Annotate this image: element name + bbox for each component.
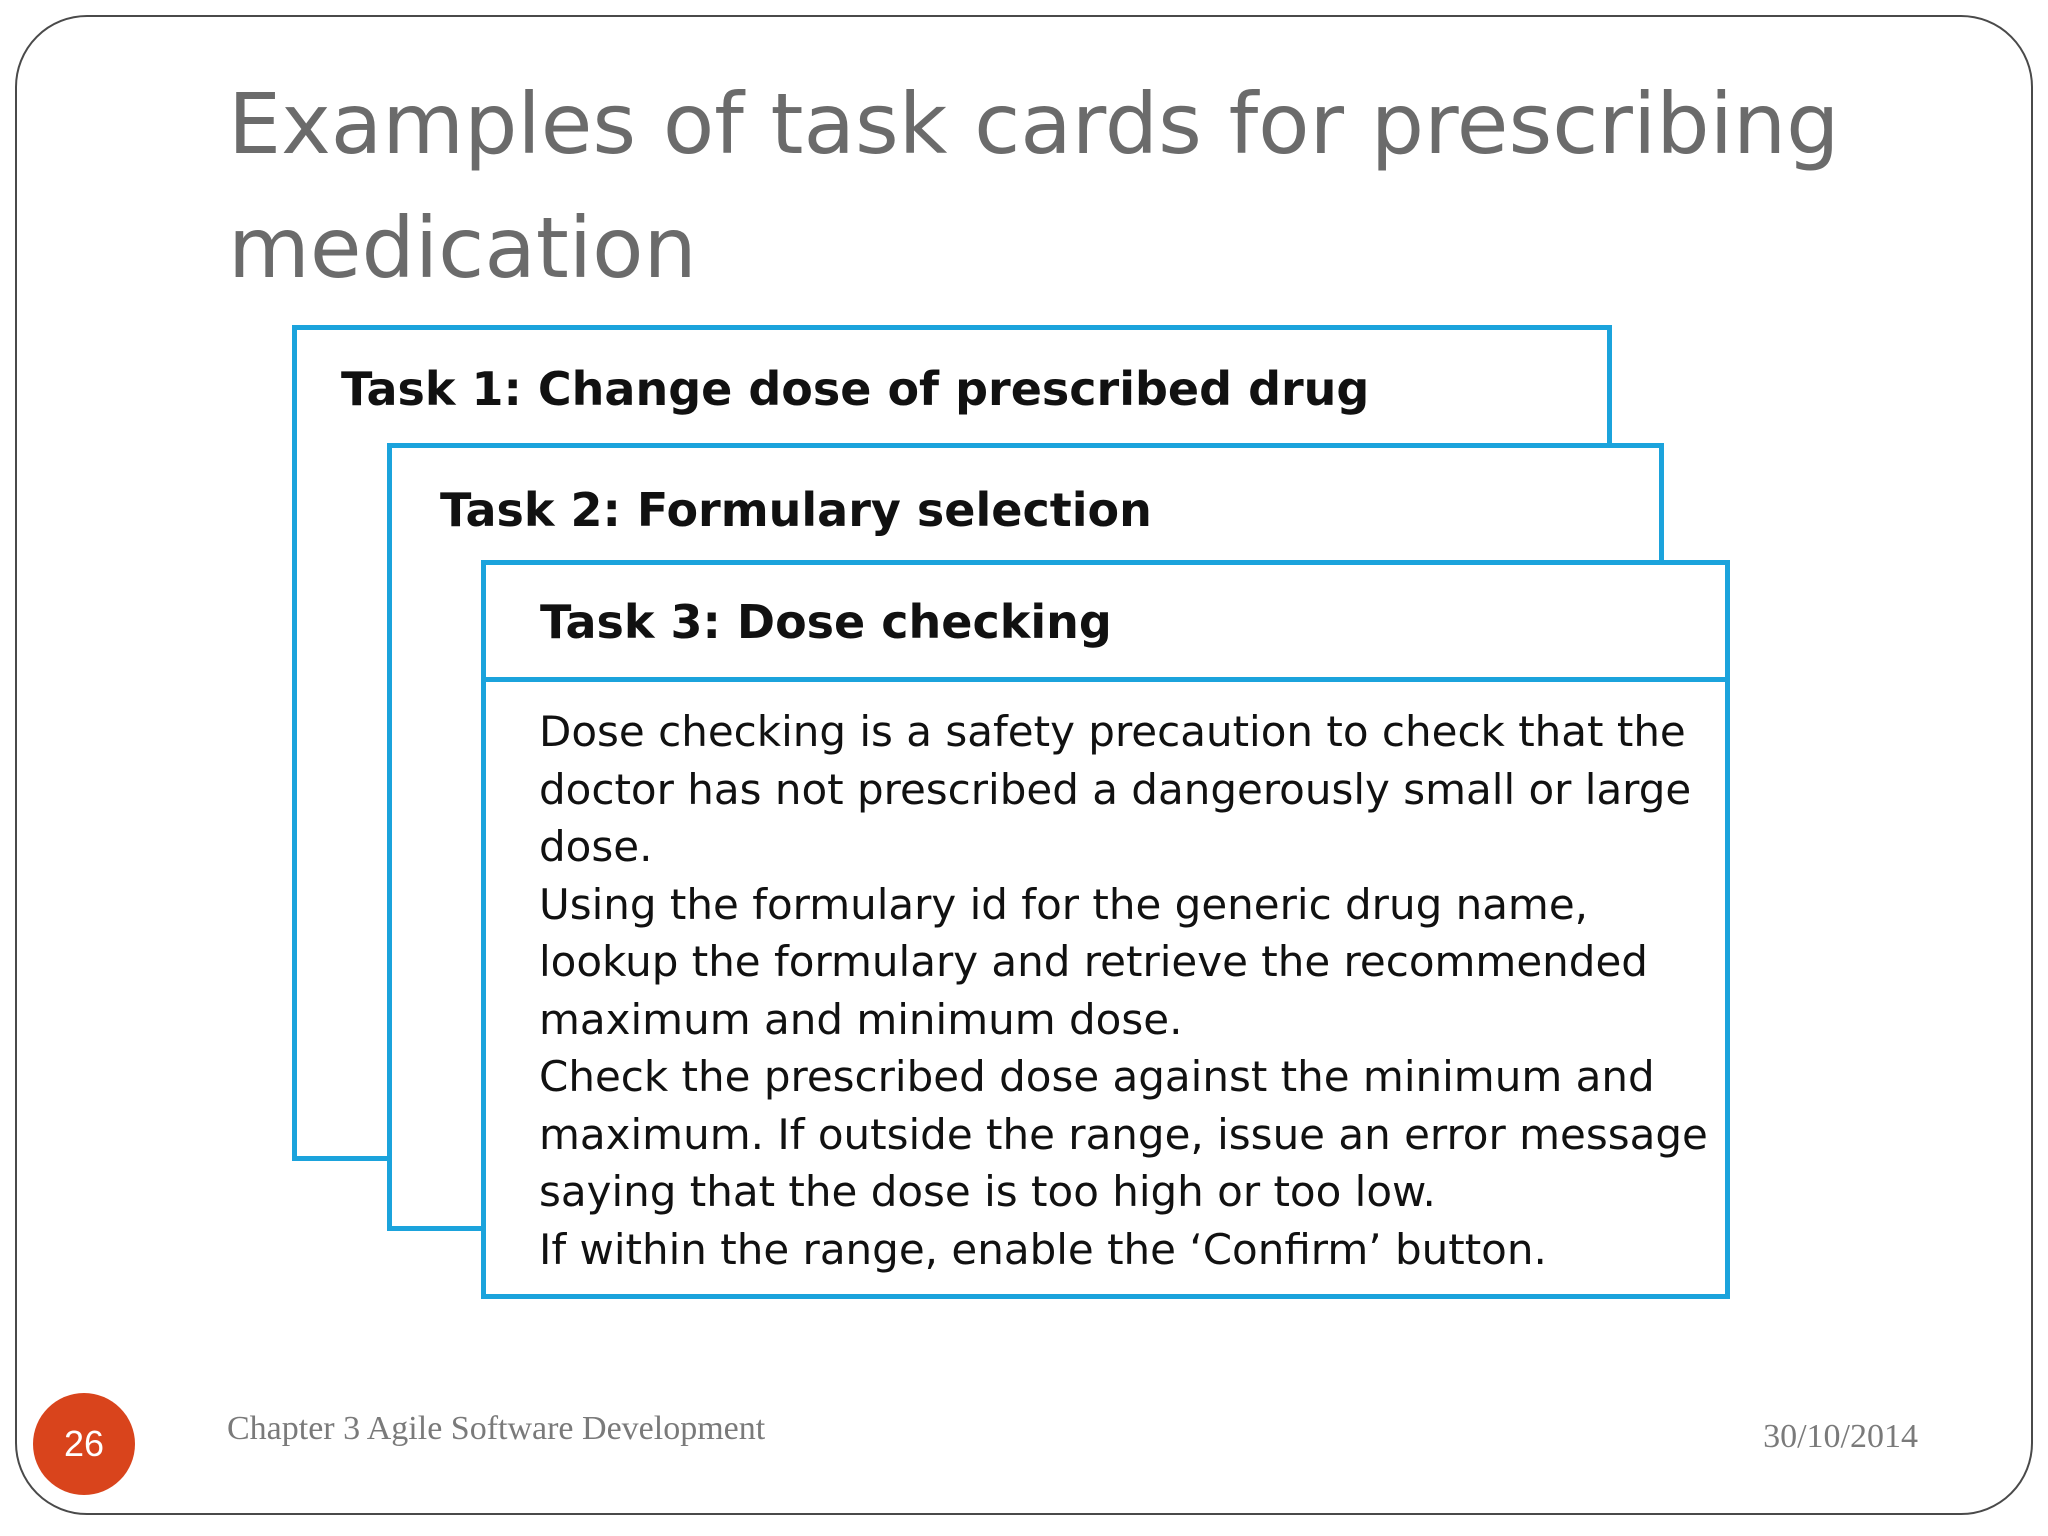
task-card-3-paragraph: Using the formulary id for the generic drug name, lookup the formulary and retrieve the recommended maximum and minimum dose. <box>539 879 1648 1044</box>
task-card-3-title: Task 3: Dose checking <box>540 595 1112 649</box>
footer-date: 30/10/2014 <box>1763 1418 1918 1455</box>
task-card-3-body <box>539 703 1709 1278</box>
task-card-3 <box>481 560 1730 1299</box>
task-card-3-divider <box>486 677 1725 682</box>
slide-title: Examples of task cards for prescribing medication <box>228 75 1840 297</box>
page-number-badge: 26 <box>33 1393 135 1495</box>
task-card-3-paragraph: Check the prescribed dose against the minimum and maximum. If outside the range, issue an error message saying that the dose is too high or too low. <box>539 1052 1708 1216</box>
task-card-2-title: Task 2: Formulary selection <box>440 483 1152 537</box>
task-card-3-paragraph: Dose checking is a safety precaution to check that the doctor has not prescribed a dangerously small or large dose. <box>539 707 1692 871</box>
footer-chapter: Chapter 3 Agile Software Development <box>227 1410 766 1447</box>
task-card-1-title: Task 1: Change dose of prescribed drug <box>341 362 1370 416</box>
task-card-3-paragraph: If within the range, enable the ‘Confirm’ button. <box>539 1224 1547 1274</box>
